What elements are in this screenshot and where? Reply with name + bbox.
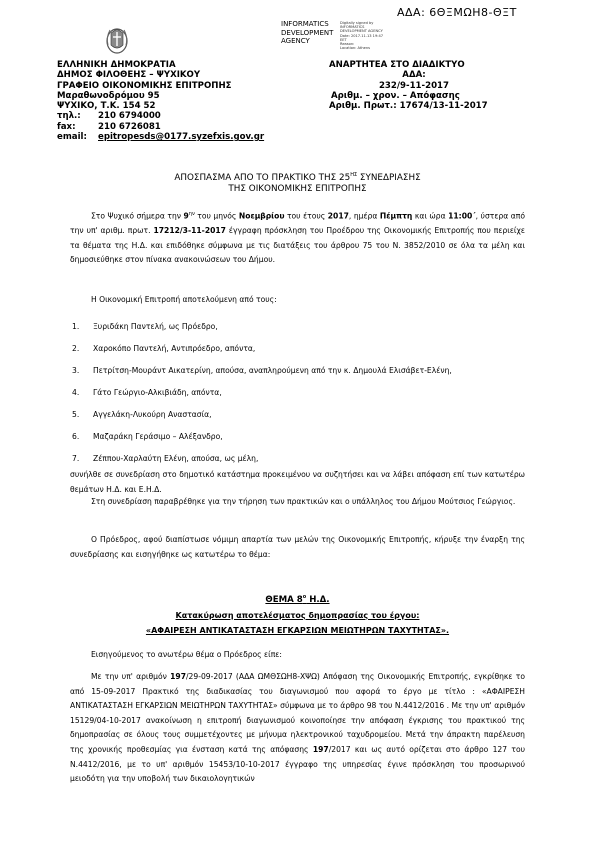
text: Πέμπτη [379, 211, 413, 221]
agenda-item [0, 590, 595, 638]
text: 2017 [327, 211, 349, 221]
text: Στο Ψυχικό σήμερα την [91, 211, 184, 221]
list-item [72, 366, 452, 375]
text: του έτους [284, 211, 328, 221]
item-text: Πετρίτση-Μουράντ Αικατερίνη, απούσα, αναπληρούμενη από την κ. Δημουλά Ελισάβετ-Ελένη, [93, 366, 452, 375]
header-line: ΕΛΛΗΝΙΚΗ ΔΗΜΟΚΡΑΤΙΑ [57, 60, 176, 70]
agenda-item-subject: Κατακύρωση αποτελέσματος δημοπρασίας του έργου: [175, 610, 420, 620]
item-text: Χαροκόπο Παντελή, Αντιπρόεδρο, απόντα, [93, 344, 256, 353]
agenda-item-label [0, 590, 595, 608]
agenda-item-project: «ΑΦΑΙΡΕΣΗ ΑΝΤΙΚΑΤΑΣΤΑΣΗ ΕΓΚΑΡΣΙΩΝ ΜΕΙΩΤΗΡΩΝ ΤΑΧΥΤΗΤΑΣ». [145, 625, 450, 635]
item-text: Γάτο Γεώργιο-Αλκιβιάδη, απόντα, [93, 388, 222, 397]
text: Νοεμβρίου [238, 211, 285, 221]
rapporteur-paragraph: Εισηγούμενος το ανωτέρω θέμα ο Πρόεδρος είπε: [91, 650, 282, 659]
ida-logo-line: INFORMATICS [281, 20, 329, 28]
item-number: 1. [72, 322, 80, 331]
header-line: Μαραθωνοδρόμου 95 [57, 90, 160, 101]
list-item [72, 344, 255, 353]
email-link[interactable]: epitropesds@0177.syzefxis.gov.gr [98, 132, 265, 143]
item-number: 4. [72, 388, 80, 397]
phone-number: 210 6794000 [98, 111, 161, 122]
text: ο [302, 594, 307, 600]
ada-code: ΑΔΑ: 6ΘΞΜΩΗ8-ΘΞΤ [397, 6, 517, 19]
text: ΘΕΜΑ 8 [265, 594, 303, 605]
protocol-number: Αριθμ. Πρωτ.: 17674/13-11-2017 [329, 101, 488, 112]
phone-row [57, 111, 264, 121]
intro-paragraph [70, 207, 525, 268]
text: , ύστερα από την υπ' αριθμ. πρωτ. [70, 211, 525, 236]
greek-emblem-icon [105, 25, 129, 55]
list-item [72, 454, 258, 463]
text: , ημέρα [348, 211, 380, 221]
text: Η.Δ. [306, 594, 330, 605]
list-item [72, 322, 218, 331]
signature-line: Reason: [340, 42, 355, 47]
email-row [57, 132, 264, 142]
publication-header [329, 60, 539, 111]
signature-line: EET [340, 37, 347, 42]
header-line: ΨΥΧΙΚΟ, Τ.Κ. 154 52 [57, 101, 156, 112]
text: 17212/3-11-2017 [153, 226, 226, 236]
signature-line: INFORMATICS [340, 25, 365, 30]
fax-row [57, 122, 264, 132]
list-item [72, 410, 212, 419]
text: /2017 και ως αυτό ορίζεται στο άρθρο 127 του Ν.4412/2016, με το υπ' αριθμόν 15453/10-10-2017 έγγραφο της υπηρεσίας έγινε πρόσκληση του προσωρινού μειοδότη για την υποβολή των δικαιολογητικών [70, 744, 525, 784]
text: 197 [312, 744, 329, 754]
item-text: Ξυριδάκη Παντελή, ως Πρόεδρο, [93, 322, 218, 331]
title-line-1 [0, 170, 595, 184]
decision-paragraph [70, 670, 525, 787]
title-text: ΣΥΝΕΔΡΙΑΣΗΣ [357, 172, 421, 183]
text: 9 [183, 211, 189, 221]
digital-signature-block [340, 21, 410, 50]
fax-label: fax: [57, 121, 76, 132]
decision-caption: Αριθμ. – χρον. – Απόφασης [331, 90, 460, 101]
sender-header [57, 60, 264, 142]
text: και ώρα [412, 211, 449, 221]
text: ην [188, 211, 195, 217]
ida-logo-line: DEVELOPMENT [281, 28, 334, 37]
decision-number: 232/9-11-2017 [378, 80, 450, 91]
text: 197 [170, 672, 186, 681]
fax-number: 210 6726081 [98, 121, 161, 132]
item-number: 3. [72, 366, 80, 375]
text: Με την υπ' αριθμόν [91, 672, 171, 681]
ida-logo-line: AGENCY [281, 37, 310, 45]
signature-line: Digitally signed by [340, 21, 374, 25]
text: /29-09-2017 (ΑΔΑ ΩΜΘΣΩΗ8-ΧΨΩ) Απόφαση της Οικονομικής Επιτροπής, εγκρίθηκε το από 15-09-2017 Πρακτικό της διαδικασίας του διαγωνισμού που αφορά το έργο με τίτλο : «ΑΦΑΙΡΕΣΗ ΑΝΤΙΚΑΤΑΣΤΑΣΗ ΕΓΚΑΡΣΙΩΝ ΜΕΙΩΤΗΡΩΝ ΤΑΧΥΤΗΤΑΣ» σύμφωνα με το άρθρο 98 του Ν.4412/2016 . Με την υπ' αριθμόν 15129/04-10-2017 ανακοίνωση η επιτροπή διαγωνισμού κοινοποίησε την απόφαση έγκρισης του πρακτικού της δημοπρασίας σε όλους τους συμμετέχοντες με μήνυμα ηλεκτρονικού ταχυδρομείου. Μετά την άπρακτη παρέλευση της χρονικής προθεσμίας για ένσταση κατά της απόφασης [70, 672, 525, 754]
title-line-2: ΤΗΣ ΟΙΚΟΝΟΜΙΚΗΣ ΕΠΙΤΡΟΠΗΣ [228, 183, 367, 194]
phone-label: τηλ.: [57, 111, 81, 122]
document-title [0, 170, 595, 195]
signature-line: Date: 2017.11.13 19:47 [340, 33, 384, 38]
header-line: ΔΗΜΟΣ ΦΙΛΟΘΕΗΣ – ΨΥΧΙΚΟΥ [57, 70, 201, 81]
item-number: 7. [72, 454, 80, 463]
text: έγγραφη πρόσκληση του Προέδρου της Οικονομικής Επιτροπής που περιείχε τα θέματα της Η.Δ. και επιδόθηκε σύμφωνα με τις διατάξεις του άρθρου 75 του Ν. 3852/2010 σε όλα τα μέλη και δημοσιεύθηκε στον πίνακα ανακοινώσεων του Δήμου. [70, 226, 525, 265]
item-text: Μαζαράκη Γεράσιμο – Αλέξανδρο, [93, 432, 223, 441]
header-line: ΓΡΑΦΕΙΟ ΟΙΚΟΝΟΜΙΚΗΣ ΕΠΙΤΡΟΠΗΣ [57, 80, 232, 91]
item-text: Ζέππου-Χαρλαύτη Ελένη, απούσα, ως μέλη, [93, 454, 259, 463]
list-item [72, 432, 223, 441]
text: του μηνός [194, 211, 239, 221]
item-text: Αγγελάκη-Λυκούρη Αναστασία, [93, 410, 212, 419]
minutes-paragraph: Στη συνεδρίαση παραβρέθηκε για την τήρηση των πρακτικών και ο υπάλληλος του Δήμου Μούτσιος Γεώργιος. [91, 497, 516, 506]
committee-intro: Η Οικονομική Επιτροπή αποτελούμενη από τους: [91, 295, 277, 304]
signature-line: DEVELOPMENT AGENCY [340, 29, 383, 34]
text: 11:00΄ [448, 211, 476, 221]
title-text: ΑΠΟΣΠΑΣΜΑ ΑΠΟ ΤΟ ΠΡΑΚΤΙΚΟ ΤΗΣ 25 [174, 172, 351, 183]
title-sup: ΗΣ [350, 172, 358, 178]
ada-label: ΑΔΑ: [402, 70, 426, 81]
email-label: email: [57, 132, 87, 143]
item-number: 5. [72, 410, 80, 419]
quorum-paragraph: Ο Πρόεδρος, αφού διαπίστωσε νόμιμη απαρτία των μελών της Οικονομικής Επιτροπής, κήρυξε την έναρξη της συνεδρίασης και εισηγήθηκε ως κατωτέρω το θέμα: [70, 535, 525, 559]
publication-line: ΑΝΑΡΤΗΤΕΑ ΣΤΟ ΔΙΑΔΙΚΤΥΟ [329, 60, 465, 70]
list-item [72, 388, 222, 397]
signature-line: Location: Athens [340, 46, 370, 51]
item-number: 2. [72, 344, 80, 353]
session-paragraph: συνήλθε σε συνεδρίαση στο δημοτικό κατάστημα προκειμένου να συζητήσει και να λάβει απόφαση επί των κατωτέρω θεμάτων Η.Δ. και Ε.Η.Δ. [70, 470, 525, 494]
item-number: 6. [72, 432, 80, 441]
